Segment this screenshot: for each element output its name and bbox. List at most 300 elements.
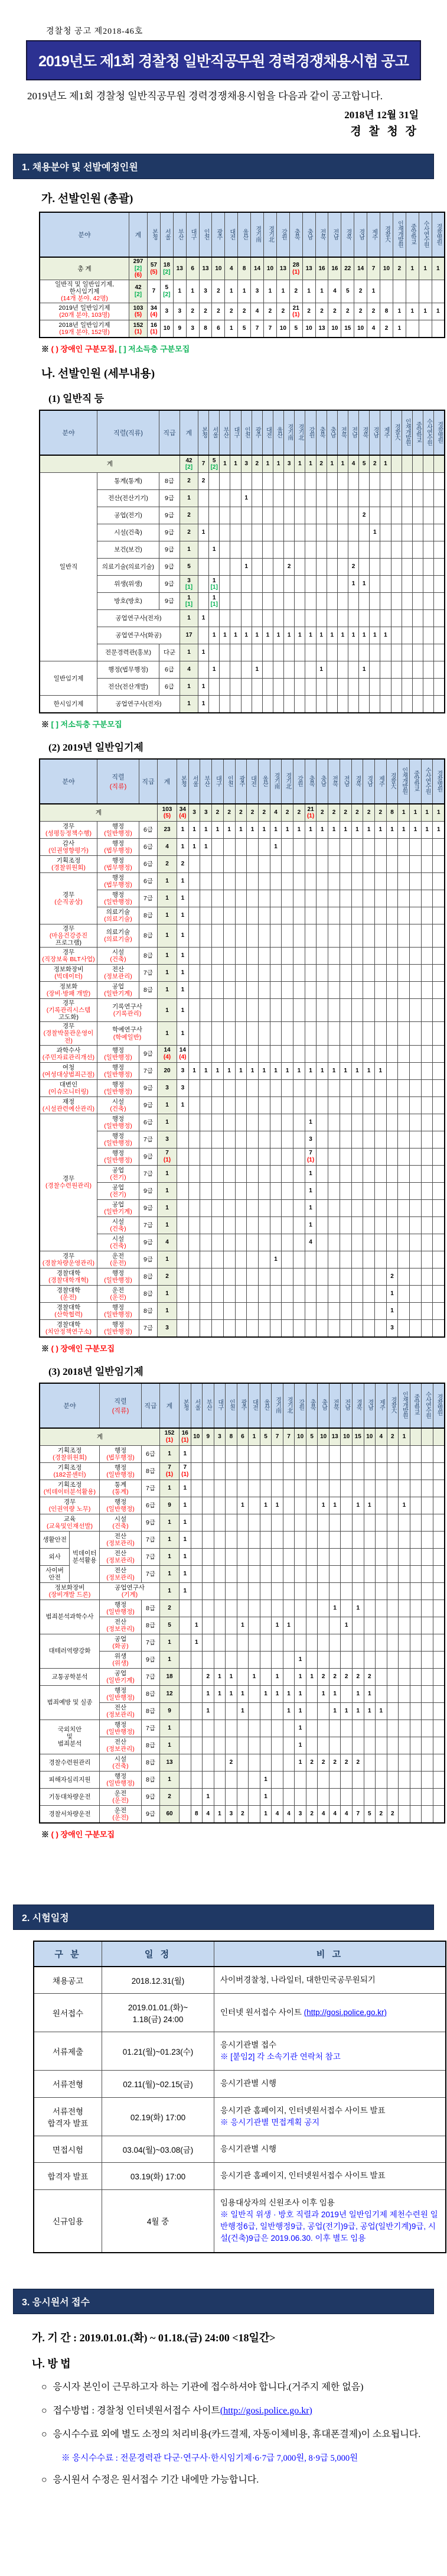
table-cell (316, 524, 327, 541)
table-cell: 6급 (159, 661, 180, 679)
table-cell (399, 1685, 410, 1702)
table-cell (340, 924, 351, 948)
table-cell (223, 1251, 235, 1268)
table-cell (337, 490, 348, 507)
table-cell (329, 1788, 341, 1805)
table-cell (352, 1445, 364, 1462)
table-cell (273, 576, 283, 593)
table-row (40, 1045, 445, 1062)
table-cell (235, 1165, 247, 1182)
table-cell: 통계 (통계) (100, 1480, 142, 1497)
table-cell (283, 1514, 295, 1531)
table-cell (412, 661, 423, 679)
table-cell (328, 1148, 340, 1165)
table-cell: 1 (272, 1617, 283, 1634)
table-cell (188, 982, 200, 999)
table-cell (363, 965, 375, 982)
table-header-row (40, 1383, 445, 1428)
table-cell (421, 1285, 433, 1302)
table-cell (273, 490, 283, 507)
table-row (40, 1148, 445, 1165)
column-header: 전남 (348, 410, 358, 455)
table-row (40, 1531, 445, 1548)
table-cell (387, 1582, 399, 1600)
table-cell (270, 1131, 282, 1148)
table-cell (374, 1114, 386, 1131)
table-cell: 1 (421, 822, 433, 839)
table-cell: 1 (260, 1685, 272, 1702)
table-cell: 9 (203, 1428, 214, 1446)
table-cell (351, 948, 363, 965)
column-header: 전남 (340, 759, 351, 804)
table-cell (359, 696, 370, 713)
table-cell (364, 1582, 376, 1600)
column-header: 경기北 (295, 410, 305, 455)
table-cell (370, 610, 380, 627)
table-cell (272, 1788, 283, 1805)
table-cell (328, 1182, 340, 1199)
table-cell (200, 907, 212, 924)
table-cell (351, 1131, 363, 1148)
table-cell (340, 1022, 351, 1045)
table-cell (386, 839, 398, 856)
table-cell (262, 610, 273, 627)
table-cell (252, 473, 262, 490)
table-cell (328, 982, 340, 999)
table-cell: 1 (177, 1022, 189, 1045)
table-cell (318, 1600, 329, 1617)
table-header-row (34, 1941, 446, 1967)
schedule-row (34, 1967, 446, 1994)
table-cell (191, 1702, 203, 1720)
table-cell (212, 1268, 224, 1285)
table-cell: 2 (284, 559, 295, 576)
table-cell: 16 (328, 257, 341, 280)
table-cell (200, 856, 212, 873)
table-cell (433, 1668, 445, 1685)
table-cell: 7 (1) (158, 1148, 177, 1165)
table-cell (214, 1582, 226, 1600)
table-cell (223, 1199, 235, 1216)
table-cell (421, 924, 433, 948)
table-cell: 5 (306, 1428, 318, 1446)
table-cell: 1 (293, 1062, 305, 1079)
table-cell (433, 1251, 445, 1268)
column-header: 계 (158, 759, 177, 804)
table-cell (410, 1771, 422, 1788)
table-cell (387, 1480, 399, 1497)
table-cell: 14 (354, 257, 367, 280)
table-cell (328, 1131, 340, 1148)
table-cell (177, 1165, 189, 1182)
table-cell: 2 (393, 257, 406, 280)
table-cell (422, 1754, 433, 1771)
table-cell: 1 (406, 303, 419, 320)
table-cell (412, 524, 423, 541)
table-cell (434, 524, 445, 541)
table-cell: 1 (237, 1617, 249, 1634)
table-cell (241, 507, 252, 524)
table-cell: 총 계 (40, 257, 129, 280)
table-cell (223, 1216, 235, 1234)
table-cell (412, 696, 423, 713)
table-cell (188, 873, 200, 890)
table-cell: 9급 (142, 1514, 160, 1531)
column-header: 경기南 (284, 410, 295, 455)
table-cell: 학예연구사 (학예일반) (97, 1022, 158, 1045)
table-cell (220, 644, 230, 661)
table-cell (398, 999, 410, 1022)
table-cell: 1 (398, 822, 410, 839)
table-cell (212, 948, 224, 965)
table-cell: 행정 (법무행정) (97, 839, 139, 856)
table-cell (421, 856, 433, 873)
table-cell (387, 1702, 399, 1720)
table-cell (359, 559, 370, 576)
table-cell: 1 (352, 1685, 364, 1702)
table-cell (235, 1216, 247, 1234)
table-row (40, 1480, 445, 1497)
table-cell: 8 (386, 804, 398, 822)
table-cell (200, 1319, 212, 1337)
table-cell (212, 1302, 224, 1319)
table-cell (200, 1131, 212, 1148)
table-cell (410, 1234, 422, 1251)
table-cell: 2 (180, 524, 198, 541)
table-cell (284, 490, 295, 507)
table-cell (270, 924, 282, 948)
table-cell: 8급 (142, 1600, 160, 1617)
table-cell (337, 679, 348, 696)
table-cell: 8급 (139, 1285, 158, 1302)
table-cell (220, 661, 230, 679)
column-header: 전남 (341, 1383, 353, 1428)
table-cell: 2 (160, 1788, 180, 1805)
table-cell (433, 1285, 445, 1302)
table-cell (410, 1651, 422, 1668)
table-row (40, 907, 445, 924)
remark-link[interactable]: (http://gosi.police.go.kr) (304, 2007, 387, 2017)
table-cell (295, 1514, 306, 1531)
table-cell (327, 610, 337, 627)
table-cell (272, 1445, 283, 1462)
table-cell: 사이버 안전 (40, 1565, 70, 1582)
column-header: 광주 (252, 410, 262, 455)
table-cell (293, 1319, 305, 1337)
note-lowincome: [ ] 저소득층 구분모집 (116, 345, 190, 354)
table-cell (410, 1754, 422, 1771)
table-cell (421, 1251, 433, 1268)
table-cell (188, 1302, 200, 1319)
table-cell (226, 1771, 237, 1788)
table-header-row (40, 759, 445, 804)
table-cell (341, 1685, 353, 1702)
table-row (40, 890, 445, 907)
table-cell (410, 1045, 422, 1062)
column-header: 계 (160, 1383, 180, 1428)
table-cell: 34 (4) (177, 804, 189, 822)
table-cell (282, 1079, 293, 1096)
table-cell: 2 (238, 303, 251, 320)
table-cell: 1 (225, 320, 238, 338)
table-cell (270, 982, 282, 999)
table-cell (363, 1045, 375, 1062)
table-cell (223, 1096, 235, 1114)
table-cell (283, 1565, 295, 1582)
table-cell: 2 (354, 303, 367, 320)
table-cell (252, 507, 262, 524)
table-cell (386, 1234, 398, 1251)
table-cell: 1 (200, 822, 212, 839)
table-cell: 6급 (139, 839, 158, 856)
table-cell (398, 1251, 410, 1268)
table-cell: 1 (160, 1514, 180, 1531)
table-cell (398, 1216, 410, 1234)
data-table (39, 1383, 445, 1824)
table-cell (295, 541, 305, 559)
table-cell (220, 610, 230, 627)
table-cell (226, 1480, 237, 1497)
column-header: 일 정 (102, 1941, 214, 1967)
table-cell (376, 1685, 387, 1702)
table-cell (241, 610, 252, 627)
table-cell (247, 948, 259, 965)
table-cell (327, 644, 337, 661)
column-header: 강원 (295, 1383, 306, 1428)
table-cell: 기획조정 (경찰위원회) (40, 856, 97, 873)
column-header: 충남 (327, 410, 337, 455)
table-cell (191, 1462, 203, 1480)
schedule-table (33, 1941, 438, 2253)
table-cell (235, 1182, 247, 1199)
table-cell: 공업연구사 (기계) (100, 1582, 160, 1600)
table-cell: 6급 (139, 873, 158, 890)
table-cell (282, 873, 293, 890)
table-cell: 1 (177, 907, 189, 924)
table-cell (387, 1548, 399, 1565)
table-cell (293, 948, 305, 965)
table-cell (410, 839, 422, 856)
table-cell: 경무 (인권역량 노무) (40, 1497, 100, 1514)
bullet-link[interactable]: (http://gosi.police.go.kr) (220, 2405, 312, 2416)
table-cell (341, 1531, 353, 1548)
table-cell: 1 (262, 455, 273, 473)
table-cell: 1 (180, 644, 198, 661)
table-cell (363, 1148, 375, 1165)
table-cell (316, 507, 327, 524)
table-cell (433, 999, 445, 1022)
table-cell: 6급 (139, 1114, 158, 1131)
table-cell (410, 1062, 422, 1079)
table-cell (351, 1182, 363, 1199)
table-cell: 경무 (순직공상) (40, 873, 97, 924)
table-cell (230, 507, 241, 524)
table-cell (421, 1096, 433, 1114)
table-cell (305, 541, 316, 559)
table-cell (273, 644, 283, 661)
bullet-marker: ○ (41, 2474, 47, 2485)
table-cell (252, 679, 262, 696)
table-cell (433, 1805, 445, 1823)
table-cell (191, 1445, 203, 1462)
table-cell (398, 1234, 410, 1251)
table-cell: 행정 (일반행정) (97, 1079, 139, 1096)
table-cell (273, 593, 283, 610)
table-cell (230, 679, 241, 696)
table-cell (212, 1285, 224, 1302)
table-cell (433, 1165, 445, 1182)
table-cell: 2 (264, 303, 277, 320)
table-cell (262, 593, 273, 610)
table-cell (363, 873, 375, 890)
table-cell (273, 661, 283, 679)
table-cell (391, 490, 402, 507)
column-header: 전북 (328, 759, 340, 804)
table-cell (351, 1319, 363, 1337)
column-header: 부산 (173, 212, 186, 257)
remark-text: 응시기관별 시행 (220, 2079, 277, 2088)
table-cell (188, 948, 200, 965)
table-cell (402, 455, 412, 473)
table-cell (364, 1788, 376, 1805)
table-cell: 1 (367, 280, 380, 303)
table-cell (214, 1617, 226, 1634)
table-cell: 1 (305, 1216, 317, 1234)
table-cell: 1 (158, 1285, 177, 1302)
table-cell (380, 541, 391, 559)
table-cell (327, 593, 337, 610)
table-cell: 7급 (139, 1216, 158, 1234)
term-2019-table (39, 758, 442, 1338)
table-cell: 1 (370, 627, 380, 644)
table-cell: 5 (238, 320, 251, 338)
table-cell (200, 1182, 212, 1199)
table-cell (391, 661, 402, 679)
table-cell (258, 907, 270, 924)
table-cell (273, 559, 283, 576)
table-row (40, 524, 445, 541)
table-cell (237, 1651, 249, 1668)
table-cell: 8급 (142, 1462, 160, 1480)
table-cell: 1 (209, 627, 220, 644)
remark-text: 응시기관 홈페이지, 인터넷원서접수 사이트 발표 (220, 2105, 386, 2115)
table-cell (247, 873, 259, 890)
table-cell (270, 1096, 282, 1114)
table-cell (387, 1685, 399, 1702)
table-cell (258, 1285, 270, 1302)
table-cell (351, 999, 363, 1022)
table-cell (223, 1319, 235, 1337)
table-cell: 2 (340, 804, 351, 822)
table-cell (293, 1131, 305, 1148)
table-cell (387, 1497, 399, 1514)
table-cell (200, 982, 212, 999)
table-cell (386, 1182, 398, 1199)
table-cell (351, 873, 363, 890)
table-cell (433, 1582, 445, 1600)
table-cell: 공업 (화공) (100, 1634, 142, 1651)
table-cell: 14 (4) (158, 1045, 177, 1062)
table-cell (282, 999, 293, 1022)
note-disabled-only-2 (41, 1828, 441, 1839)
table-cell: 1 (295, 1720, 306, 1737)
table-cell (391, 644, 402, 661)
schedule-date: 03.04(월)~03.08(금) (102, 2136, 214, 2163)
table-cell: 의료기술 (의료기술) (97, 924, 139, 948)
table-cell (223, 1285, 235, 1302)
method-bullets (41, 2380, 423, 2487)
table-cell (188, 965, 200, 982)
table-cell (348, 679, 358, 696)
table-cell: 9급 (159, 507, 180, 524)
table-cell (386, 1148, 398, 1165)
table-cell (305, 1079, 317, 1096)
table-cell (422, 1805, 433, 1823)
column-header: 중앙학교 (412, 410, 423, 455)
table-cell: 1 (214, 1685, 226, 1702)
table-cell (352, 1480, 364, 1497)
table-cell (434, 455, 445, 473)
table-cell (376, 1720, 387, 1737)
table-cell (410, 1165, 422, 1182)
table-cell (209, 507, 220, 524)
table-cell (386, 924, 398, 948)
table-cell (237, 1480, 249, 1497)
table-cell: 2 (317, 804, 328, 822)
table-cell (423, 559, 433, 576)
table-cell (203, 1514, 214, 1531)
table-cell (258, 1251, 270, 1268)
table-cell (284, 593, 295, 610)
table-cell (212, 1079, 224, 1096)
table-cell: 1 (237, 1702, 249, 1720)
column-header: 분야 (40, 1383, 100, 1428)
table-cell (258, 1022, 270, 1045)
remark-text: ※ [붙임2] 각 소속기관 연락처 참고 (220, 2052, 341, 2062)
table-cell (374, 1199, 386, 1216)
table-cell: 공업(전기) (97, 507, 159, 524)
table-cell (410, 1285, 422, 1302)
table-cell (328, 1199, 340, 1216)
table-cell (399, 1531, 410, 1548)
table-cell (406, 320, 419, 338)
table-cell: 3 (200, 804, 212, 822)
column-header: 직렬 (직류) (97, 759, 139, 804)
table-cell (295, 1600, 306, 1617)
table-cell (328, 1165, 340, 1182)
table-cell (223, 982, 235, 999)
table-cell: 8 (380, 303, 393, 320)
table-cell: 1 (177, 948, 189, 965)
table-cell (200, 1251, 212, 1268)
table-cell (402, 576, 412, 593)
note-disabled: ( ) 장애인 구분모집 (51, 1344, 115, 1353)
table-cell (241, 524, 252, 541)
table-cell (376, 1582, 387, 1600)
table-cell (318, 1720, 329, 1737)
table-cell: 7급 (142, 1720, 160, 1737)
table-cell (387, 1462, 399, 1480)
table-cell (200, 873, 212, 890)
table-cell (364, 1600, 376, 1617)
column-header: 제주 (380, 410, 391, 455)
schedule-row (34, 1993, 446, 2032)
table-row (40, 1668, 445, 1685)
table-cell (260, 1651, 272, 1668)
table-cell (212, 907, 224, 924)
table-row (40, 1165, 445, 1182)
table-cell (247, 1045, 259, 1062)
